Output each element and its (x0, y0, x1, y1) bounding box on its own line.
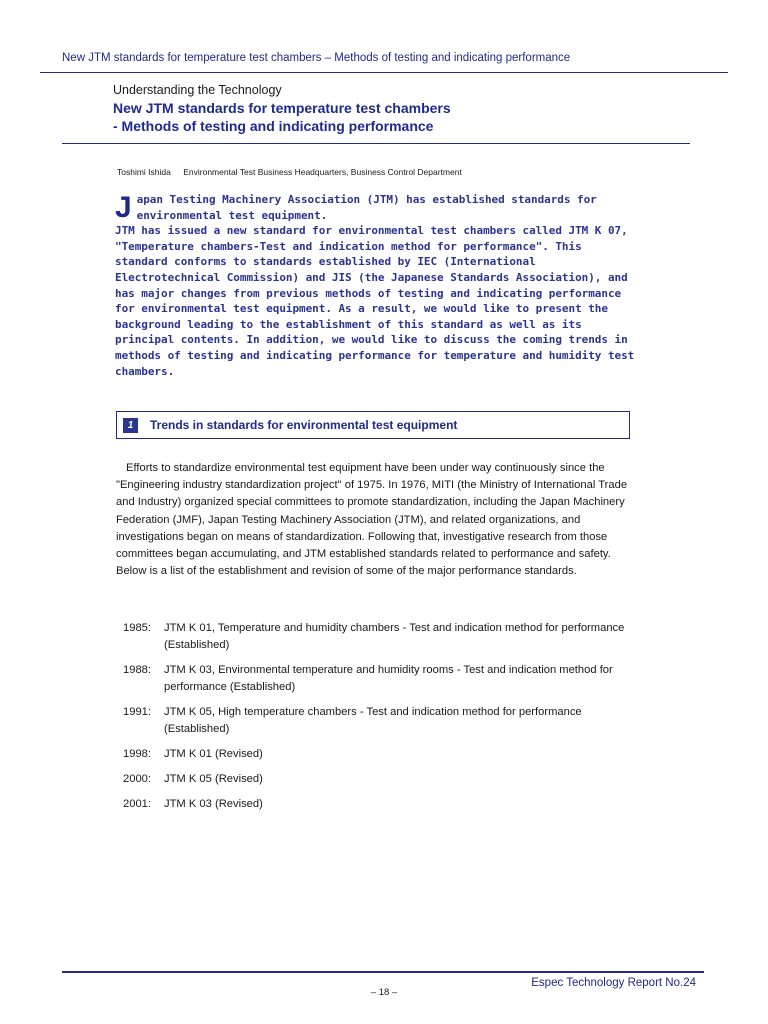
list-item-text: JTM K 05, High temperature chambers - Test and indication method for performance (Established) (164, 706, 582, 735)
list-item-text: JTM K 03 (Revised) (164, 798, 263, 810)
list-item-year: 2000: (123, 773, 151, 785)
running-head: New JTM standards for temperature test chambers – Methods of testing and indicating performance (62, 52, 571, 64)
list-item-text: JTM K 01, Temperature and humidity chambers - Test and indication method for performance (Established) (164, 622, 625, 651)
list-item-year: 1985: (123, 622, 151, 634)
list-item (123, 771, 633, 788)
list-item (123, 704, 633, 738)
abstract-body: JTM has issued a new standard for environmental test chambers called JTM K 07, "Temperature chambers-Test and indication method for performance". This standard conforms to standards established by IEC (International Electrotechnical Commission) and JIS (the Japanese Standards Association), and has major changes from previous methods of testing and indicating performance for environmental test equipment. As a result, we would like to present the background leading to the establishment of this standard as well as its principal contents. In addition, we would like to discuss the coming trends in methods of testing and indicating performance for temperature and humidity test chambers. (115, 224, 635, 378)
list-item-text: JTM K 05 (Revised) (164, 773, 263, 785)
author-department: Environmental Test Business Headquarters, Business Control Department (183, 167, 462, 177)
list-item-year: 2001: (123, 798, 151, 810)
list-item-year: 1998: (123, 748, 151, 760)
drop-cap: J (115, 191, 132, 224)
abstract-lead: apan Testing Machinery Association (JTM) has established standards for environmental test equipment. (136, 193, 597, 222)
list-item-text: JTM K 03, Environmental temperature and humidity rooms - Test and indication method for performance (Established) (164, 664, 613, 693)
section-heading (116, 411, 630, 439)
author-name: Toshimi Ishida (117, 167, 171, 177)
list-item (123, 746, 633, 763)
title-rule (62, 143, 690, 144)
standards-list (123, 620, 633, 821)
list-item (123, 662, 633, 696)
footer-report-title: Espec Technology Report No.24 (531, 977, 696, 989)
section-title: Trends in standards for environmental test equipment (150, 418, 458, 432)
header-rule (40, 72, 728, 73)
page-number: – 18 – (370, 987, 398, 998)
list-item-year: 1991: (123, 706, 151, 718)
footer-rule (62, 971, 704, 973)
abstract (115, 192, 635, 379)
title-line-1: New JTM standards for temperature test chambers (113, 100, 451, 116)
list-item-year: 1988: (123, 664, 151, 676)
section-number-badge: 1 (123, 418, 138, 433)
list-item (123, 620, 633, 654)
article-title (113, 99, 451, 135)
section-paragraph: Efforts to standardize environmental test equipment have been under way continuously since the "Engineering industry standardization project" of 1975. In 1976, MITI (the Ministry of International Trade and Industry) organized special committees to promote standardization, including the Japan Machinery Federation (JMF), Japan Testing Machinery Association (JTM), and related organizations, and investigations began on means of standardization. Following that, investigative research from those committees began accumulating, and JTM established standards related to performance and safety. Below is a list of the establishment and revision of some of the major performance standards. (116, 462, 628, 578)
title-line-2: - Methods of testing and indicating performance (113, 118, 434, 134)
list-item-text: JTM K 01 (Revised) (164, 748, 263, 760)
article-kicker: Understanding the Technology (113, 83, 282, 97)
list-item (123, 796, 633, 813)
byline (117, 167, 462, 177)
